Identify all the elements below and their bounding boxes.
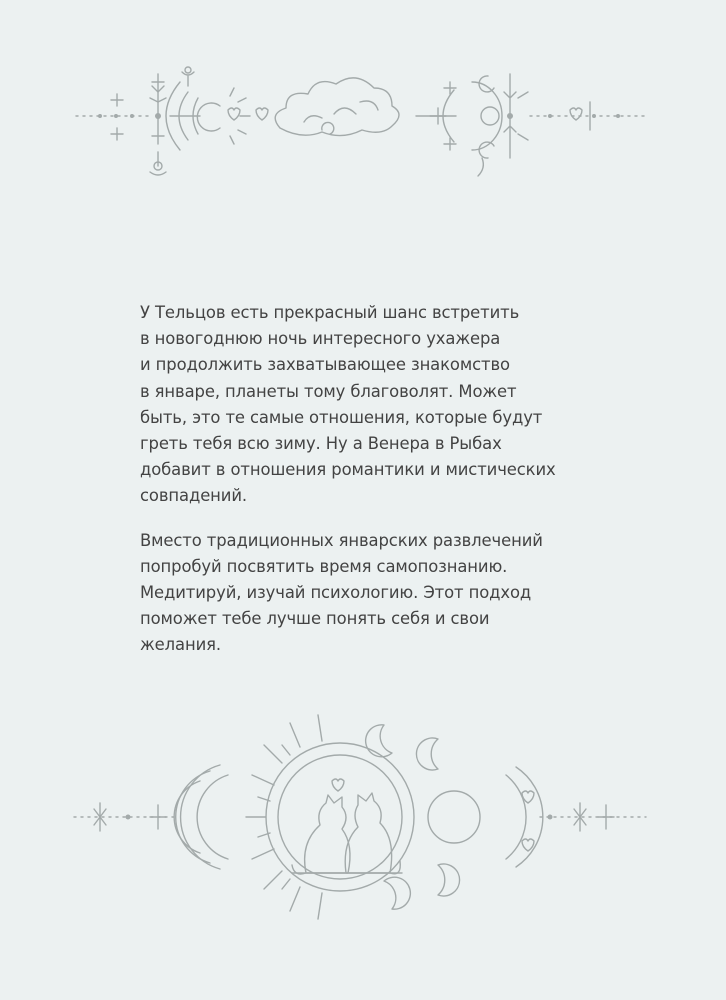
- paragraph-1: У Тельцов есть прекрасный шанс встретить в новогоднюю ночь интересного ухажера и продолжить захватывающее знакомство в январе, планеты тому благоволят. Может быть, это те самые отношения, которые будут греть тебя всю зиму. Ну а Венера в Рыбах добавит в отношения романтики и мистических совпадений.: [140, 303, 556, 506]
- heart-icon: [228, 108, 240, 120]
- top-ornament: [70, 62, 650, 190]
- crescent-moon-icon: [174, 765, 228, 869]
- sunburst-icon: [246, 715, 414, 919]
- sun-icon: [197, 88, 268, 144]
- full-moon-icon: [366, 725, 543, 909]
- arrow-flourish-icon: [166, 67, 200, 150]
- sparkle-icon: [111, 74, 166, 175]
- heart-icon: [332, 779, 344, 791]
- moon-phase-icon: [416, 76, 502, 176]
- bottom-ornament: [70, 705, 650, 935]
- cloud-icon: [275, 78, 399, 136]
- dots-line-icon: [76, 114, 150, 118]
- horoscope-text: [140, 300, 590, 677]
- sparkle-icon: [74, 803, 646, 831]
- star-icon: [430, 74, 644, 158]
- paragraph-2: Вместо традиционных январских развлечений попробуй посвятить время самопознанию. Медитируй, изучай психологию. Этот подход поможет тебе лучше понять себя и свои желания.: [140, 530, 543, 655]
